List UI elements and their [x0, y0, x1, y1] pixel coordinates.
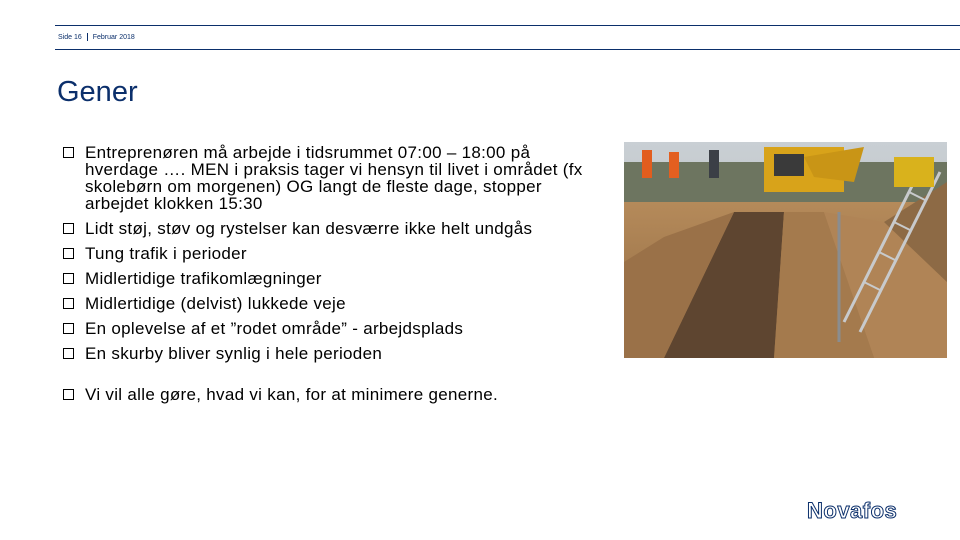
- construction-photo: [624, 142, 947, 358]
- checkbox-icon: [63, 273, 74, 284]
- header-rule-bottom: [55, 49, 960, 50]
- bullet-text: Vi vil alle gøre, hvad vi kan, for at minimere generne.: [85, 385, 499, 404]
- bullet-text: Tung trafik i perioder: [85, 244, 247, 263]
- bullet-text: Midlertidige (delvist) lukkede veje: [85, 294, 346, 313]
- page-label: Side 16: [58, 33, 82, 41]
- checkbox-icon: [63, 323, 74, 334]
- bullet-item: [63, 270, 603, 287]
- novafos-logo: Novafos: [807, 498, 898, 523]
- bullet-item: [63, 345, 603, 362]
- slide-date: Februar 2018: [92, 33, 135, 41]
- trench-illustration: [624, 142, 947, 358]
- bullet-text: En oplevelse af et ”rodet område” - arbejdsplads: [85, 319, 464, 338]
- slide-title: Gener: [57, 76, 138, 108]
- checkbox-icon: [63, 348, 74, 359]
- checkbox-icon: [63, 389, 74, 400]
- bullet-item: [63, 320, 603, 337]
- bullet-text: Midlertidige trafikomlægninger: [85, 269, 322, 288]
- slide-meta: [58, 33, 135, 41]
- bullet-item: [63, 144, 603, 212]
- bullet-item: [63, 220, 603, 237]
- bullet-text: Lidt støj, støv og rystelser kan desværre ikke helt undgås: [85, 219, 533, 238]
- bullet-item: [63, 295, 603, 312]
- bullet-text: Entreprenøren må arbejde i tidsrummet 07:00 – 18:00 på hverdage …. MEN i praksis tager vi hensyn til livet i området (fx skolebørn om morgenen) OG langt de fleste dage, stopper arbejdet klokken 15:30: [85, 143, 583, 213]
- bullet-item: [63, 386, 603, 403]
- header-rule-top: [55, 25, 960, 26]
- meta-separator: [87, 33, 88, 41]
- checkbox-icon: [63, 223, 74, 234]
- checkbox-icon: [63, 248, 74, 259]
- checkbox-icon: [63, 298, 74, 309]
- checkbox-icon: [63, 147, 74, 158]
- bullet-text: En skurby bliver synlig i hele perioden: [85, 344, 383, 363]
- bullet-item: [63, 245, 603, 262]
- bullet-list: [63, 144, 603, 411]
